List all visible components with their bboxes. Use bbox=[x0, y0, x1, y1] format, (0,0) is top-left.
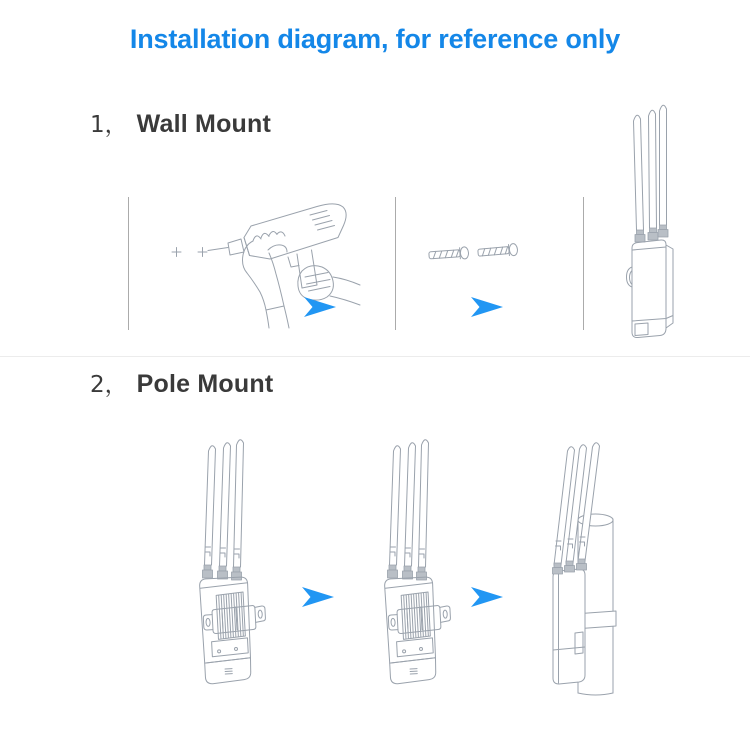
access-point-on-pole-icon bbox=[545, 435, 665, 705]
device-body-side bbox=[553, 569, 585, 684]
antennas-icon bbox=[554, 443, 600, 565]
access-point-front-icon bbox=[585, 95, 690, 345]
pole-mount-heading bbox=[90, 366, 273, 399]
wall-cross-marks bbox=[172, 248, 207, 257]
antennas-icon bbox=[634, 105, 667, 230]
wall-panel-divider-1 bbox=[128, 197, 129, 330]
section-divider bbox=[0, 356, 750, 357]
page-title: Installation diagram, for reference only bbox=[129, 24, 621, 54]
device-body-back bbox=[384, 576, 453, 684]
arrow-right-icon bbox=[303, 296, 337, 318]
pole-mount-number: 2， bbox=[90, 372, 128, 398]
antenna-connectors bbox=[635, 225, 668, 242]
device-body bbox=[627, 240, 674, 338]
screw-icon bbox=[429, 247, 469, 262]
arrow-right-icon bbox=[470, 296, 504, 318]
wall-mount-label: Wall Mount bbox=[136, 110, 272, 138]
wall-panel-divider-3 bbox=[583, 197, 584, 330]
device-body-back bbox=[199, 576, 268, 684]
wall-mount-number: 1， bbox=[90, 112, 128, 138]
access-point-back-icon bbox=[185, 435, 315, 700]
access-point-back-bracket-icon bbox=[370, 435, 500, 700]
arrow-right-icon bbox=[301, 586, 335, 608]
pole-mount-label: Pole Mount bbox=[136, 370, 274, 398]
antennas-icon bbox=[205, 440, 244, 567]
antennas-icon bbox=[390, 440, 429, 567]
wall-panel-divider-2 bbox=[395, 197, 396, 330]
drill-icon bbox=[208, 204, 346, 288]
arrow-right-icon bbox=[470, 586, 504, 608]
screws-icon bbox=[425, 240, 525, 266]
screw-icon bbox=[478, 243, 518, 258]
wall-mount-heading bbox=[90, 106, 271, 139]
